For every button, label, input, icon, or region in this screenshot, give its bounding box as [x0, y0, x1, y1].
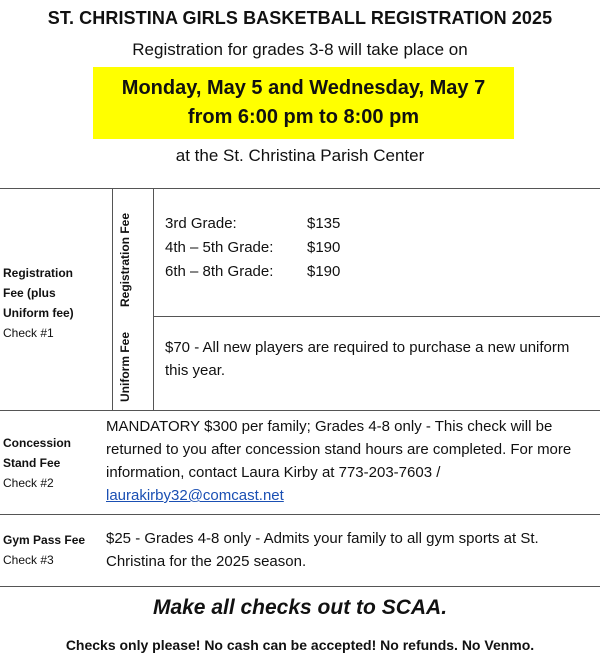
concession-check-number: Check #2	[3, 476, 54, 490]
row-divider-concession	[0, 410, 600, 411]
page-title: ST. CHRISTINA GIRLS BASKETBALL REGISTRATION 2025	[47, 8, 553, 28]
registration-time: from 6:00 pm to 8:00 pm	[187, 106, 420, 128]
registration-dates-highlight	[93, 67, 514, 139]
contact-email-link[interactable]: laurakirby32@comcast.net	[106, 487, 284, 504]
registration-label-line1: Registration	[3, 266, 74, 280]
registration-location: at the St. Christina Parish Center	[175, 146, 425, 165]
registration-dates: Monday, May 5 and Wednesday, May 7	[121, 77, 486, 99]
concession-label-line1: Concession	[3, 436, 72, 450]
registration-check-number: Check #1	[3, 326, 54, 340]
concession-fee-text	[106, 415, 596, 507]
row-divider-gym	[0, 514, 600, 515]
gym-row-label	[3, 530, 85, 570]
fee-amount: $190	[307, 263, 341, 280]
registration-label-line3: Uniform fee)	[3, 306, 74, 320]
table-top-border	[0, 188, 600, 189]
column-divider-right	[153, 188, 154, 410]
subrow-divider-uniform	[153, 316, 600, 317]
checks-payable-notice: Make all checks out to SCAA.	[152, 596, 448, 619]
table-bottom-border	[0, 586, 600, 587]
registration-row-label	[3, 263, 74, 343]
fee-row	[165, 236, 340, 260]
concession-label-line2: Stand Fee	[3, 456, 61, 470]
concession-description: MANDATORY $300 per family; Grades 4-8 only - This check will be returned to you after concession stand hours are completed. For more information, contact Laura Kirby at 773-203-7603 /	[106, 418, 572, 481]
uniform-fee-text: $70 - All new players are required to purchase a new uniform this year.	[165, 339, 570, 379]
fee-grade: 4th – 5th Grade:	[165, 239, 274, 256]
payment-policy-notice: Checks only please! No cash can be accepted! No refunds. No Venmo.	[65, 637, 535, 653]
registration-fee-vertical-label: Registration Fee	[118, 212, 132, 307]
fee-row	[165, 212, 340, 236]
fee-grade: 3rd Grade:	[165, 215, 237, 232]
fee-row	[165, 260, 340, 284]
registration-intro: Registration for grades 3-8 will take place on	[132, 40, 468, 59]
fee-amount: $190	[307, 239, 341, 256]
fee-grade: 6th – 8th Grade:	[165, 263, 274, 280]
registration-label-line2: Fee (plus	[3, 286, 56, 300]
column-divider-left	[112, 188, 113, 410]
gym-label: Gym Pass Fee	[3, 533, 86, 547]
uniform-fee-vertical-label: Uniform Fee	[118, 331, 132, 402]
fee-amount: $135	[307, 215, 341, 232]
registration-fee-list	[165, 212, 340, 284]
gym-fee-text: $25 - Grades 4-8 only - Admits your family to all gym sports at St. Christina for the 2025 season.	[106, 530, 539, 570]
concession-row-label	[3, 433, 71, 493]
gym-check-number: Check #3	[3, 553, 54, 567]
